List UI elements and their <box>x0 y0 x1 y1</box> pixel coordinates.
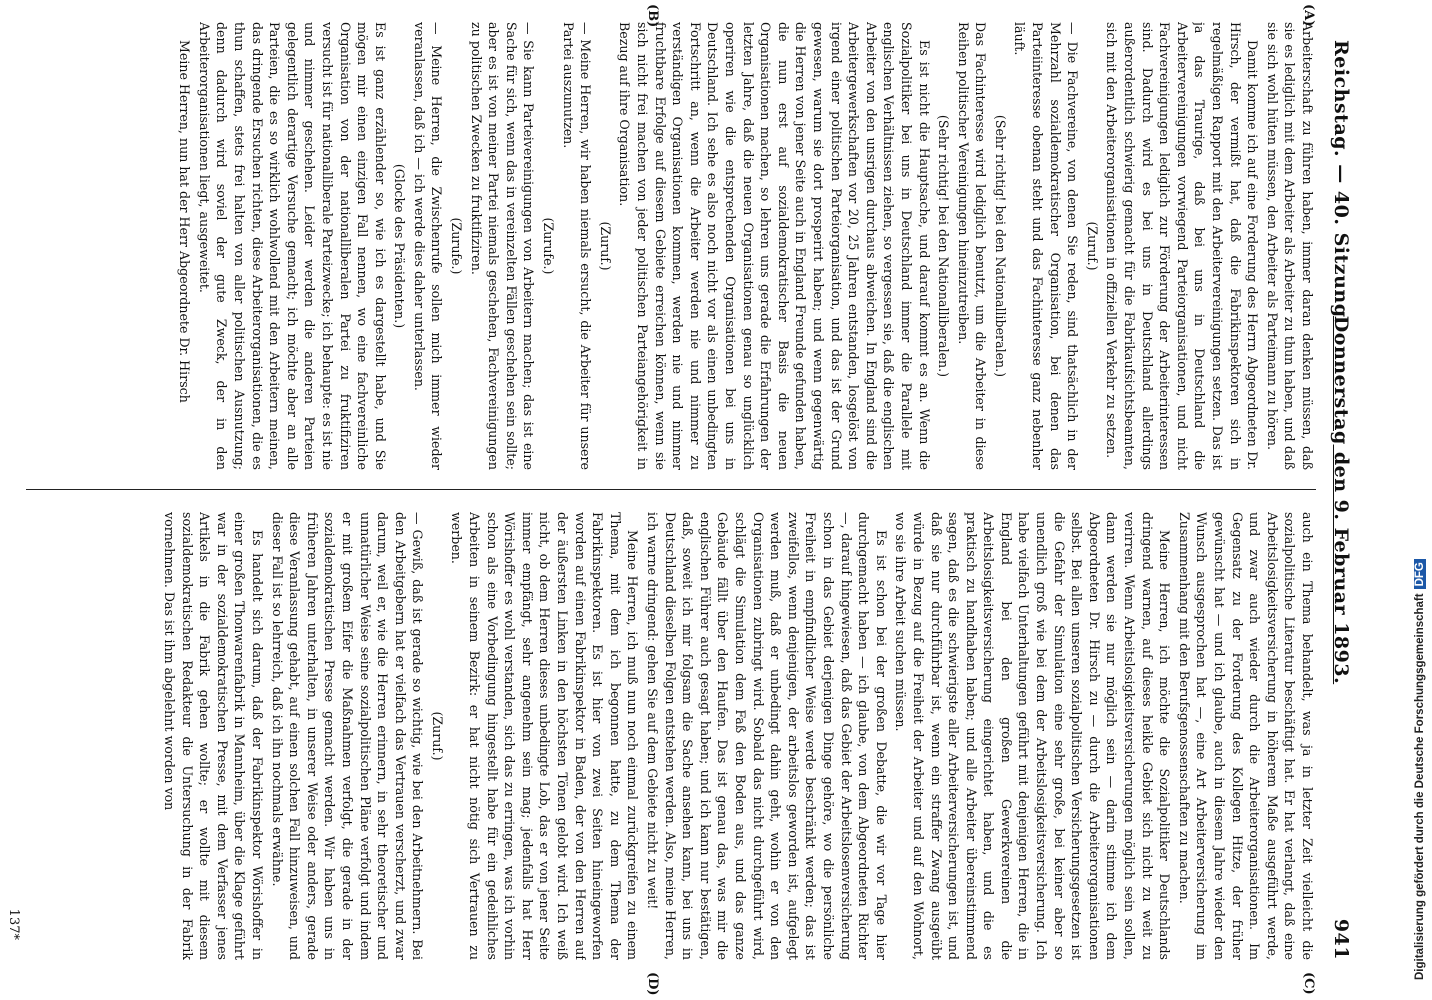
margin-mark-d: (D) <box>645 972 660 996</box>
header-left: Reichstag. — 40. Sitzung. <box>1330 40 1352 325</box>
interjection: (Sehr richtig! bei den Nationalliberalen.) <box>992 114 1008 378</box>
paragraph: Meine Herren, ich muß nun noch einmal zurückgreifen zu einem Thema, mit dem ich begonnen hatte, zu dem Thema der Fabrikinspektoren. Es ist hier von zwei Seiten hineingeworfen worden auf einen Fabrikinspektor in Baden, der von den Herren auf der äußersten Linken in den höchsten Tönen gelobt wird. Ich weiß nicht, ob dem Herren dieses unbedingte Lob, das er von jener Seite immer empfängt, sehr angenehm sein mag; jedenfalls hat Herr Wörishoffer es wohl verstanden, sich das zu erringen, was ich vorhin schon als eine Vorbedingung hingestellt habe für ein gedeihliches Arbeiten in seinem Bezirk: er hat nicht nötig sich Vertrauen zu werben. <box>449 512 641 960</box>
column-divider <box>26 489 1316 490</box>
page-number: 941 <box>1330 918 1352 960</box>
signature-mark: 137* <box>6 908 21 940</box>
paragraph: Das Fachinteresse wird lediglich benutzt, um die Arbeiter in diese Reihen politischer Vereinigungen hineinzutreiben. <box>955 22 989 470</box>
paragraph: — Sie kann Parteivereinigungen von Arbeitern machen; das ist eine Sache für sich, wenn das in vereinzelten Fällen geschehen sein sollte; aber es ist von meiner Partei niemals geschehen, Fachvereinigungen zu politischen Zwecken zu fruktifiziren. <box>468 22 537 470</box>
paragraph: Es ist schon bei der großen Debatte, die wir vor Tage hier durchgemacht haben — ich glaube, von dem Abgeordneten Richter —, darauf hingewiesen, daß das Gebiet der Arbeitslosenversicherung schon in das Gebiet derjenigen Dinge gehöre, wo die persönliche Freiheit in empfindlicher Weise werde beschränkt werden; das ist zweifellos, wenn denjenigen, der arbeitslos geworden ist, aufgelegt werden muß, daß er unbedingt dahin geht, wohin er von den Organisationen zubringt wird. Sobald das nicht durchgeführt wird, schlägt die Simulation dem Faß den Boden aus, und das ganze Gebäude fällt über den Haufen. Das ist genau das, was mir die englischen Führer auch gesagt haben; und ich kann nur bestätigen, daß, soweit ich mir folgsam die Sache ansehen kann, bei uns in Deutschland dieselben Folgen entstehen werden. Also, meine Herren, ich warne dringend: gehen Sie auf dem Gebiete nicht zu weit! <box>645 512 889 960</box>
dfg-credit-strip <box>1400 0 1432 1000</box>
paragraph: — Die Fachvereine, von denen Sie reden, sind thatsächlich in der Mehrzahl sozialdemokratischer Organisation, bei denen das Parteiinteresse obenan steht und das Fachinteresse ganz nebenher läuft. <box>1012 22 1081 470</box>
paragraph: Damit komme ich auf eine Forderung des Herrn Abgeordneten Dr. Hirsch, der vermißt hat, daß die Fabrikinspektoren sich in regelmäßigen Rapport mit den Arbeitervereinigungen setzen. Das ist ja das Traurige, daß bei uns in Deutschland die Arbeitervereinigungen vorwiegend Parteiorganisationen, und nicht Fachvereinigungen lediglich zur Förderung der Arbeiterinteressen sind. Dadurch wird es bei uns in Deutschland allerdings außerordentlich schwierig gemacht für die Fabrikaufsichtsbeamten, sich mit den Arbeiterorganisationen in offiziellen Verkehr zu setzen. <box>1104 22 1261 470</box>
paragraph: Es ist ganz erzählender so, wie ich es dargestellt habe, und Sie mögen mir einen einzigen Fall nennen, wo eine fachvereinliche Organisation von der nationalliberalen Partei zu fruktifiziren versucht ist für nationalliberale Parteizwecke; ich behaupte: es ist nie und nimmer geschehen. Leider werden die anderen Parteien gelegentlich derartige Versuche gemacht; ich möchte aber an alle Parteien, die es so wirklich wohlwollend mit den Arbeitern meinen, das dringende Ersuchen richten, diese Arbeiterorganisationen, die es thun schaffen, stets frei halten von aller politischen Ausnutzung; denn dadurch wird soviel der gute Zweck, der in den Arbeiterorganisationen liegt, ausgeweitet. <box>196 22 388 470</box>
running-head <box>1322 40 1352 960</box>
header-date: Donnerstag den 9. Februar 1893. <box>1330 315 1352 685</box>
interjection: (Zuruf.) <box>429 711 445 761</box>
right-column <box>26 512 1316 960</box>
interjection: (Zurufe.) <box>449 217 465 275</box>
paragraph: auch ein Thema behandelt, was ja in letzter Zeit vielleicht die sozialpolitische Literatur beschäftigt hat. Er hat verlangt, daß eine Arbeitslosigkeitsversicherung in höherem Maße ausgeführt werde, und zwar auch wieder durch die Arbeiterorganisationen. Im Gegensatz zu der Forderung des Kollegen Hitze, der früher gewünscht hat — und ich glaube, auch in diesem Jahre wieder den Wunsch ausgesprochen hat —, eine Art Arbeiterversicherung im Zusammenhang mit den Berufsgenossenschaften zu machen. <box>1176 512 1315 960</box>
interjection: (Zuruf.) <box>1084 221 1100 271</box>
margin-mark-c: (C) <box>1301 972 1316 995</box>
margin-mark-a: (A) <box>1301 4 1316 27</box>
interjection: (Zurufe.) <box>541 217 557 275</box>
paragraph: Meine Herren, nun hat der Herr Abgeordnete Dr. Hirsch <box>177 40 193 403</box>
interjection: (Glocke des Präsidenten.) <box>392 163 408 329</box>
left-column <box>26 22 1316 470</box>
dfg-credit <box>1414 559 1426 980</box>
paragraph: Es handelt sich darum, daß der Fabrikinspektor Wörishoffer in einer großen Thonwarenfabrik in Mannheim, über die Klage geführt war in der sozialdemokratischen Presse, mit dem Verfasser jenes Artikels in die Fabrik gehen wollte; er wollte mit diesem sozialdemokratischen Redakteur die Untersuchung in der Fabrik vornehmen. Das ist ihm abgelehnt worden von <box>162 512 265 960</box>
paragraph: Arbeiterschaft zu führen haben, immer daran denken müssen, daß sie es lediglich mit dem Arbeiter als Arbeiter zu thun haben, und daß sie sich wohl hüten müssen, den Arbeiter als Parteimann zu hören. <box>1264 22 1315 470</box>
paragraph: Es ist nicht die Hauptsache, und darauf kommt es an. Wenn die Sozialpolitiker bei uns in Deutschland immer die Parallele mit englischen Verhältnissen ziehen, so vergessen sie, daß die englischen Arbeiter von den unsrigen durchaus abweichen. In England sind die Arbeitergewerkschaften vor 20, 25 Jahren entstanden, losgelöst von irgend einer politischen Parteiorganisation, und das ist der Grund gewesen, warum sie dort prosperirt haben; und wenn gegenwärtig die Herren von jener Seite auch in England Freunde gefunden haben, die nun erst auf sozialdemokratischer Basis die neuen Organisationen machen, so lehren uns gerade die Erfahrungen der letzten Jahre, daß die neuen Organisationen genau so unglücklich operiren wie die entsprechenden Organisationen bei uns in Deutschland. Ich sehe es also noch nicht vor als einen unbedingten Fortschritt an, wenn die Arbeiter werden nie und nimmer zu verständigen Organisationen kommen, werden nie und nimmer fruchtbare Erfolge auf diesem Gebiete erreichen können, wenn sie sich nicht frei machen von jeder politischen Parteiangehörigkeit in Bezug auf ihre Organisation. <box>617 22 932 470</box>
paragraph: — Meine Herren, wir haben niemals ersucht, die Arbeiter für unsere Partei auszunutzen. <box>560 22 594 470</box>
dfg-logo: DFG <box>1414 559 1426 589</box>
paragraph: — Gewiß, daß ist gerade so wichtig, wie bei den Arbeitnehmern. Bei den Arbeitgebern hat er vielfach das Vertrauen verscherzt, und zwar darum, weil er, wie die Herren erinnern, in sehr theoretischer und unnatürlicher Weise seine sozialpolitischen Pläne verfolgt und indem er mit großem Eifer die Maßnahmen verfolgt, die gerade in der sozialdemokratischen Presse gemacht werden. Wir haben uns in früheren Jahren unterhalten, in unserer Weise oder anders, gerade diese Veranlassung gehabt, auf einen solchen Fall hinzuweisen, und dieser Fall ist so lehrreich, daß ich ihn nochmals erwähne. <box>269 512 426 960</box>
interjection: (Zuruf.) <box>597 221 613 271</box>
paragraph: Meine Herren, ich möchte die Sozialpolitiker Deutschlands dringend warnen, auf dieses heikle Gebiet sich nicht zu weit zu verirren. Wenn Arbeitslosigkeitsversicherungen möglich sein sollen, dann werden sie nur möglich sein — darin stimme ich dem Abgeordneten Dr. Hirsch zu — durch die Arbeiterorganisationen selbst. Bei allen unseren sozialpolitischen Versicherungsgesetzen ist die Gefahr der Simulation eine sehr große, bei keiner aber so unendlich groß wie bei dem der Arbeitslosigkeitsversicherung. Ich habe vielfach Unterhaltungen geführt mit denjenigen Herren, die in England bei den großen Gewerkvereinen die Arbeitslosigkeitsversicherung eingerichtet haben, und die es praktisch zu handhaben haben; und alle Arbeiter übereinstimmend sagen, daß es die schwierigste aller Arbeiterversicherungen ist, und daß sie nur durchführbar ist, wenn ein straffer Zwang ausgeübt würde in Bezug auf die Freiheit der Arbeiter und auf den Wohnort, wo sie ihre Arbeit suchen müssen. <box>893 512 1173 960</box>
dfg-credit-text: Digitalisierung gefördert durch die Deutsche Forschungsgemeinschaft <box>1414 593 1426 980</box>
interjection: (Sehr richtig! bei den Nationalliberalen.) <box>936 114 952 378</box>
margin-mark-b: (B) <box>645 4 660 28</box>
paragraph: — Meine Herren, die Zwischenrufe sollen mich immer wieder veranlassen, daß ich — ich werde dies daher unterlassen. <box>411 22 445 470</box>
